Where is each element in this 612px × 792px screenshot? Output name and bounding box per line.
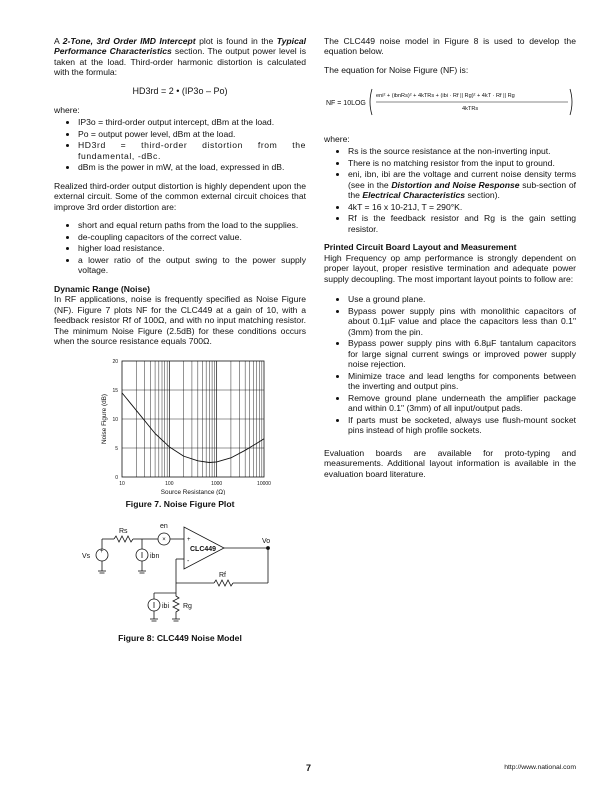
distortion-list	[54, 220, 306, 275]
list-item: • HD3rd = third-order distortion from the fundamental, -dBc.	[78, 140, 306, 161]
noise-paragraph: In RF applications, noise is frequently specified as Noise Figure (NF). Figure 7 plots NF for the CLC449 at a gain of 10, with a feedback resistor Rf of 100Ω, and with no input matching resistor. The minimum Noise Figure (2.5dB) for these conditions occurs when the source resistance equals 700Ω.	[54, 294, 306, 347]
page-number: 7	[306, 763, 312, 773]
rf-label: Rf	[219, 572, 226, 580]
x-tick-label: 10000	[257, 480, 271, 487]
y-axis-label: Noise Figure (dB)	[101, 393, 108, 444]
rs-label: Rs	[119, 528, 128, 536]
list-item: • Remove ground plane underneath the amplifier package and within 0.1" (3mm) of all input/output pads.	[348, 393, 576, 414]
vs-label: Vs	[82, 553, 91, 561]
x-axis-label: Source Resistance (Ω)	[160, 488, 226, 495]
nf-equation	[324, 83, 576, 123]
list-item: • a lower ratio of the output swing to the power supply voltage.	[78, 255, 306, 276]
pcb-layout-paragraph: High Frequency op amp performance is strongly dependent on proper layout, proper resistive termination and adequate power supply decoupling. The most important layout points to follow are:	[324, 252, 576, 284]
list-item: • Bypass power supply pins with 6.8µF tantalum capacitors for large signal current swings or improved power supply noise rejection.	[348, 338, 576, 369]
left-column	[54, 36, 306, 644]
where-label: where:	[324, 133, 350, 144]
figure-8-caption: Figure 8: CLC449 Noise Model	[118, 633, 242, 644]
vo-label: Vo	[262, 538, 271, 546]
ibn-label: ibn	[150, 553, 160, 561]
amp-plus-label: +	[187, 537, 191, 544]
list-item: • Minimize trace and lead lengths for components between the inverting and output pins.	[348, 371, 576, 392]
nf-definitions-list	[324, 146, 576, 234]
noise-model-intro: The CLC449 noise model in Figure 8 is used to develop the equation below.	[324, 36, 576, 57]
evaluation-boards-paragraph: Evaluation boards are available for proto-typing and measurements. Additional layout information is available in the evaluation board literature.	[324, 447, 576, 479]
list-item: • Rf is the feedback resistor and Rg is the gain setting resistor.	[348, 213, 576, 234]
left-paren	[370, 89, 372, 115]
list-item: • If parts must be socketed, always use flush-mount socket pins instead of high profile sockets.	[348, 415, 576, 436]
x-tick-label: 1000	[211, 480, 223, 487]
nf-equation-svg	[324, 83, 576, 121]
nf-numerator: eni² + (ibnRs)² + 4kTRs + (ibi · Rf || Rg)² + 4kT · Rf || Rg	[376, 93, 515, 100]
nf-equation-intro: The equation for Noise Figure (NF) is:	[324, 64, 469, 75]
en-marker: ×	[162, 537, 166, 544]
list-item: • dBm is the power in mW, at the load, expressed in dB.	[78, 162, 306, 172]
pcb-layout-heading: Printed Circuit Board Layout and Measurement	[324, 242, 517, 253]
nf-lhs: NF = 10LOG	[326, 100, 366, 108]
list-item: • short and equal return paths from the load to the supplies.	[78, 220, 306, 230]
list-item: • de-coupling capacitors of the correct value.	[78, 232, 306, 242]
vs-plus-label: +	[100, 549, 104, 556]
y-tick-label: 10	[112, 416, 118, 423]
list-item: • 4kT = 16 x 10-21J, T = 290°K.	[348, 202, 576, 212]
x-tick-label: 100	[165, 480, 174, 487]
list-item: • IP3o = third-order output intercept, dBm at the load.	[78, 117, 306, 127]
intro-paragraph: A 2-Tone, 3rd Order IMD Intercept plot is found in the Typical Performance Characteristics section. The output power level is taken at the load. Third-order harmonic distortion is calculated with the formula:	[54, 36, 307, 78]
list-item: • higher load resistance.	[78, 243, 306, 253]
footer-url[interactable]: http://www.national.com	[504, 764, 576, 771]
where-label: where:	[54, 104, 80, 115]
figure-7-caption: Figure 7. Noise Figure Plot	[125, 498, 235, 509]
list-item: • Use a ground plane.	[348, 294, 576, 304]
list-item: • Bypass power supply pins with monolithic capacitors of about 0.1µF value and place the capacitors less than 0.1" (3mm) from the pin.	[348, 306, 576, 337]
y-tick-label: 0	[115, 474, 118, 481]
y-tick-label: 15	[112, 387, 118, 394]
rg-label: Rg	[183, 603, 192, 611]
list-item: • Po = output power level, dBm at the load.	[78, 129, 306, 139]
en-label: en	[160, 523, 168, 531]
x-tick-label: 10	[119, 480, 125, 487]
rg-resistor	[173, 593, 179, 617]
noise-figure-svg	[54, 355, 306, 495]
list-item: • Rs is the source resistance at the non-inverting input.	[348, 146, 576, 156]
layout-points-list	[324, 294, 576, 435]
right-column	[324, 36, 576, 487]
circuit-svg	[54, 517, 306, 629]
y-tick-label: 5	[115, 445, 118, 452]
list-item: • eni, ibn, ibi are the voltage and current noise density terms (see in the Distortion and Noise Response sub-section of the Electrical Characteristics section).	[348, 169, 576, 200]
rf-resistor	[214, 580, 233, 586]
dynamic-range-heading: Dynamic Range (Noise)	[54, 283, 150, 294]
definitions-list	[54, 117, 306, 172]
distortion-paragraph: Realized third-order output distortion is highly dependent upon the external circuit. Some of the common external circuit choices that improve 3rd order distortion are:	[54, 180, 306, 212]
rs-resistor	[114, 536, 133, 542]
noise-figure-chart	[54, 355, 306, 495]
noise-model-circuit	[54, 517, 306, 629]
right-paren	[570, 89, 572, 115]
ibi-label: ibi	[162, 603, 170, 611]
amp-label: CLC449	[190, 546, 217, 554]
y-tick-label: 20	[112, 358, 118, 365]
amp-minus-label: -	[187, 558, 190, 566]
hd3-formula: HD3rd = 2 • (IP3o – Po)	[132, 85, 228, 96]
list-item: • There is no matching resistor from the input to ground.	[348, 158, 576, 168]
nf-denominator: 4kTRs	[462, 106, 479, 113]
noise-figure-curve	[122, 392, 264, 462]
